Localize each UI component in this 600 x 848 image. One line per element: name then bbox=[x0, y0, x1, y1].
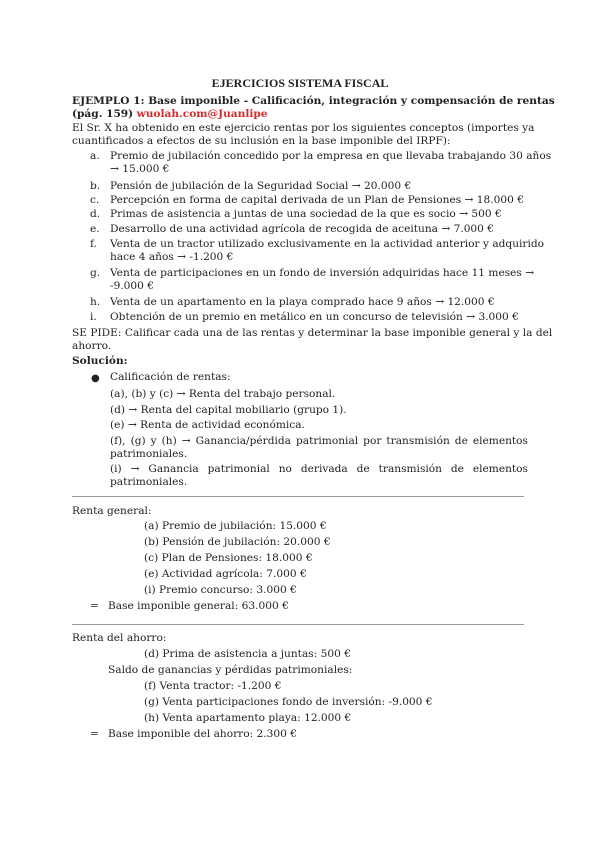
list-item-text: Pensión de jubilación de la Seguridad Social → 20.000 € bbox=[110, 180, 412, 192]
se-pide-line-2: ahorro. bbox=[72, 340, 112, 352]
calificacion-item: patrimoniales. bbox=[110, 448, 188, 460]
list-item-text: hace 4 años → -1.200 € bbox=[110, 251, 234, 263]
calificacion-item: (a), (b) y (c) → Renta del trabajo personal. bbox=[110, 388, 336, 400]
calificacion-title: Calificación de rentas: bbox=[110, 371, 231, 383]
renta-ahorro-title: Renta del ahorro: bbox=[72, 632, 167, 644]
list-item-text: Obtención de un premio en metálico en un concurso de televisión → 3.000 € bbox=[110, 311, 519, 323]
example-heading: EJEMPLO 1: Base imponible - Calificación, integración y compensación de rentas bbox=[72, 95, 555, 107]
example-heading-line2 bbox=[72, 108, 268, 122]
list-item-text: → 15.000 € bbox=[110, 163, 170, 175]
list-item-label: i. bbox=[90, 311, 97, 323]
divider bbox=[72, 624, 524, 625]
list-item-text: Primas de asistencia a juntas de una sociedad de la que es socio → 500 € bbox=[110, 208, 502, 220]
renta-general-item: (b) Pensión de jubilación: 20.000 € bbox=[144, 536, 331, 548]
renta-general-item: (a) Premio de jubilación: 15.000 € bbox=[144, 520, 327, 532]
page-reference: (pág. 159) bbox=[72, 108, 134, 120]
calificacion-item: (f), (g) y (h) → Ganancia/pérdida patrimonial por transmisión de elementos bbox=[110, 435, 528, 447]
list-item-label: a. bbox=[90, 150, 100, 162]
saldo-title: Saldo de ganancias y pérdidas patrimoniales: bbox=[108, 664, 353, 676]
renta-general-item: (e) Actividad agrícola: 7.000 € bbox=[144, 568, 307, 580]
renta-ahorro-item: (g) Venta participaciones fondo de inversión: -9.000 € bbox=[144, 696, 433, 708]
solucion-heading: Solución: bbox=[72, 355, 128, 367]
list-item-label: f. bbox=[90, 238, 97, 250]
renta-ahorro-item: (h) Venta apartamento playa: 12.000 € bbox=[144, 712, 352, 724]
page-title: EJERCICIOS SISTEMA FISCAL bbox=[211, 76, 389, 90]
list-item-label: d. bbox=[90, 208, 101, 220]
intro-line-1: El Sr. X ha obtenido en este ejercicio rentas por los siguientes conceptos (importes ya bbox=[72, 122, 535, 134]
list-item-label: b. bbox=[90, 180, 101, 192]
renta-ahorro-item-d: (d) Prima de asistencia a juntas: 500 € bbox=[144, 648, 351, 660]
equals-sign: = bbox=[90, 600, 99, 612]
renta-general-item: (c) Plan de Pensiones: 18.000 € bbox=[144, 552, 313, 564]
calificacion-item: (d) → Renta del capital mobiliario (grupo 1). bbox=[110, 404, 347, 416]
renta-general-title: Renta general: bbox=[72, 505, 152, 517]
calificacion-item: patrimoniales. bbox=[110, 476, 188, 488]
intro-line-2: cuantificados a efectos de su inclusión en la base imponible del IRPF): bbox=[72, 135, 451, 147]
list-item-text: Venta de un tractor utilizado exclusivamente en la actividad anterior y adquirido bbox=[110, 238, 545, 250]
list-item-label: e. bbox=[90, 223, 100, 235]
calificacion-item: (e) → Renta de actividad económica. bbox=[110, 419, 305, 431]
list-item-text: Venta de participaciones en un fondo de inversión adquiridas hace 11 meses → bbox=[110, 267, 535, 279]
divider bbox=[72, 496, 524, 497]
watermark-link[interactable]: wuolah.com@Juanlipe bbox=[136, 108, 268, 120]
se-pide-line-1: SE PIDE: Calificar cada una de las rentas y determinar la base imponible general y la del bbox=[72, 327, 553, 339]
base-imponible-ahorro: Base imponible del ahorro: 2.300 € bbox=[108, 728, 297, 740]
list-item-text: Percepción en forma de capital derivada de un Plan de Pensiones → 18.000 € bbox=[110, 194, 524, 206]
list-item-text: Desarrollo de una actividad agrícola de recogida de aceituna → 7.000 € bbox=[110, 223, 495, 235]
renta-general-item: (i) Premio concurso: 3.000 € bbox=[144, 584, 297, 596]
renta-ahorro-item: (f) Venta tractor: -1.200 € bbox=[144, 680, 282, 692]
list-item-text: -9.000 € bbox=[110, 280, 155, 292]
equals-sign: = bbox=[90, 728, 99, 740]
bullet-icon: ● bbox=[91, 373, 100, 384]
list-item-label: h. bbox=[90, 296, 101, 308]
calificacion-item: (i) → Ganancia patrimonial no derivada de transmisión de elementos bbox=[110, 463, 528, 475]
list-item-label: c. bbox=[90, 194, 100, 206]
list-item-text: Premio de jubilación concedido por la empresa en que llevaba trabajando 30 años bbox=[110, 150, 552, 162]
base-imponible-general: Base imponible general: 63.000 € bbox=[108, 600, 289, 612]
list-item-text: Venta de un apartamento en la playa comprado hace 9 años → 12.000 € bbox=[110, 296, 495, 308]
list-item-label: g. bbox=[90, 267, 101, 279]
